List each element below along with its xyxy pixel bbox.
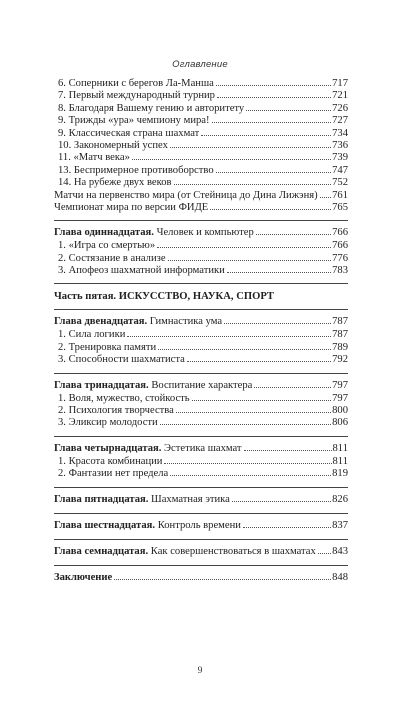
- entry-page: 819: [332, 468, 348, 480]
- chapter-page: 787: [332, 316, 348, 328]
- entry-text: Чемпионат мира по версии ФИДЕ: [54, 201, 209, 213]
- entry-page: 752: [332, 177, 348, 189]
- chapter-17-heading[interactable]: [54, 546, 348, 559]
- chapter-page: 811: [332, 442, 348, 454]
- entry-text: 9. Классическая страна шахмат: [58, 127, 200, 139]
- entry-text: 14. На рубеже двух веков: [58, 177, 172, 189]
- entry-text: 2. Состязание в анализе: [58, 252, 166, 264]
- entry-text: 11. «Матч века»: [58, 152, 130, 164]
- dot-leader: [244, 450, 332, 451]
- dot-leader: [164, 463, 331, 464]
- entry-page: 739: [332, 152, 348, 164]
- toc-entry[interactable]: [54, 417, 348, 429]
- dot-leader: [243, 527, 331, 528]
- entry-page: 734: [332, 127, 348, 139]
- entry-page: 765: [332, 201, 348, 213]
- conclusion-heading[interactable]: [54, 572, 348, 585]
- chapter-title: Эстетика шахмат: [164, 442, 242, 454]
- entry-page: 747: [332, 164, 348, 176]
- chapter-title: Как совершенствоваться в шахматах: [150, 545, 316, 557]
- chapter-title: Человек и компьютер: [156, 227, 254, 239]
- chapter-label: Глава шестнадцатая.: [54, 519, 156, 531]
- toc-entry[interactable]: [54, 140, 348, 152]
- entry-page: 806: [332, 417, 348, 429]
- chapter-15-heading[interactable]: [54, 494, 348, 507]
- chapter-label: Глава пятнадцатая.: [54, 493, 149, 505]
- table-of-contents: [54, 78, 348, 585]
- part-heading[interactable]: Часть пятая. ИСКУССТВО, НАУКА, СПОРТ: [54, 291, 274, 303]
- chapter-page: 843: [332, 545, 348, 557]
- toc-entry[interactable]: [54, 354, 348, 366]
- conclusion-label: Заключение: [54, 571, 113, 583]
- toc-entry[interactable]: [54, 190, 348, 202]
- chapter-16-heading[interactable]: [54, 520, 348, 533]
- conclusion-page: 848: [332, 571, 348, 583]
- dot-leader: [127, 336, 331, 337]
- entry-text: 3. Апофеоз шахматной информатики: [58, 265, 225, 277]
- dot-leader: [187, 361, 331, 362]
- entry-page: 776: [332, 252, 348, 264]
- chapter-label: Глава семнадцатая.: [54, 545, 149, 557]
- dot-leader: [174, 184, 332, 185]
- running-head: Оглавление: [172, 59, 228, 70]
- dot-leader: [216, 172, 331, 173]
- dot-leader: [176, 412, 331, 413]
- chapter-11: [54, 227, 348, 277]
- dot-leader: [201, 135, 331, 136]
- dot-leader: [114, 579, 331, 580]
- dot-leader: [158, 349, 331, 350]
- chapter-heading[interactable]: [54, 380, 348, 393]
- chapter-title: Шахматная этика: [151, 493, 230, 505]
- chapter-heading[interactable]: [54, 443, 348, 456]
- page-number: 9: [197, 666, 203, 676]
- toc-entry[interactable]: [54, 152, 348, 164]
- chapter-page: 766: [332, 227, 348, 239]
- dot-leader: [318, 553, 331, 554]
- dot-leader: [170, 475, 331, 476]
- chapter-12: [54, 316, 348, 366]
- chapter-13: [54, 380, 348, 430]
- entry-text: 1. Красота комбинации: [58, 455, 163, 467]
- toc-entry[interactable]: [54, 128, 348, 140]
- entry-page: 721: [332, 90, 348, 102]
- toc-entry[interactable]: [54, 329, 348, 341]
- dot-leader: [232, 501, 331, 502]
- chapter-page: 797: [332, 379, 348, 391]
- dot-leader: [320, 197, 331, 198]
- entry-page: 789: [332, 341, 348, 353]
- entry-page: 736: [332, 139, 348, 151]
- toc-entry[interactable]: [54, 468, 348, 480]
- chapter-label: Глава тринадцатая.: [54, 379, 149, 391]
- entry-page: 766: [332, 240, 348, 252]
- dot-leader: [254, 387, 331, 388]
- dot-leader: [246, 110, 331, 111]
- entry-page: 726: [332, 102, 348, 114]
- entry-text: 10. Закономерный успех: [58, 139, 168, 151]
- entry-page: 717: [332, 78, 348, 89]
- entry-page: 792: [332, 354, 348, 366]
- toc-entry[interactable]: [54, 177, 348, 189]
- toc-entry[interactable]: [54, 393, 348, 405]
- chapter-page: 826: [332, 493, 348, 505]
- entry-text: 9. Трижды «ура» чемпиону мира!: [58, 115, 210, 127]
- entry-text: 8. Благодаря Вашему гению и авторитету: [58, 102, 245, 114]
- entry-page: 811: [332, 455, 348, 467]
- entry-text: 3. Эликсир молодости: [58, 417, 158, 429]
- toc-entry[interactable]: [54, 103, 348, 115]
- entry-text: 7. Первый международный турнир: [58, 90, 215, 102]
- entry-text: 2. Психология творчества: [58, 405, 174, 417]
- chapter-page: 837: [332, 519, 348, 531]
- chapter-label: Глава двенадцатая.: [54, 316, 148, 328]
- entry-text: 3. Способности шахматиста: [58, 354, 185, 366]
- dot-leader: [160, 424, 331, 425]
- dot-leader: [157, 247, 331, 248]
- toc-entry[interactable]: [54, 78, 348, 90]
- chapter-heading[interactable]: [54, 316, 348, 329]
- entry-page: 727: [332, 115, 348, 127]
- entry-page: 761: [332, 189, 348, 201]
- entry-text: 1. Сила логики: [58, 329, 126, 341]
- entry-text: 1. Воля, мужество, стойкость: [58, 392, 190, 404]
- toc-entry[interactable]: [54, 90, 348, 102]
- toc-entry[interactable]: [54, 405, 348, 417]
- entry-text: 1. «Игра со смертью»: [58, 240, 156, 252]
- chapter-title: Контроль времени: [157, 519, 241, 531]
- entry-page: 787: [332, 329, 348, 341]
- toc-entry[interactable]: [54, 265, 348, 277]
- entry-text: 2. Фантазии нет предела: [58, 468, 169, 480]
- chapter-label: Глава четырнадцатая.: [54, 442, 162, 454]
- entry-page: 800: [332, 405, 348, 417]
- dot-leader: [168, 260, 332, 261]
- dot-leader: [170, 147, 331, 148]
- dot-leader: [192, 400, 331, 401]
- toc-entry[interactable]: [54, 115, 348, 127]
- toc-entry[interactable]: [54, 456, 348, 468]
- toc-entry[interactable]: [54, 342, 348, 354]
- toc-entry[interactable]: [54, 165, 348, 177]
- chapter-heading[interactable]: [54, 227, 348, 240]
- entry-page: 797: [332, 392, 348, 404]
- dot-leader: [212, 122, 332, 123]
- entry-text: 13. Беспримерное противоборство: [58, 164, 214, 176]
- chapter-title: Воспитание характера: [151, 379, 253, 391]
- entry-text: 6. Соперники с берегов Ла-Манша: [58, 78, 214, 89]
- dot-leader: [256, 234, 331, 235]
- toc-entry[interactable]: [54, 240, 348, 252]
- chapter-label: Глава одиннадцатая.: [54, 227, 154, 239]
- dot-leader: [227, 272, 331, 273]
- dot-leader: [216, 85, 331, 86]
- entry-page: 783: [332, 265, 348, 277]
- dot-leader: [224, 323, 331, 324]
- toc-entry[interactable]: [54, 202, 348, 214]
- dot-leader: [210, 209, 331, 210]
- chapter-title: Гимнастика ума: [149, 316, 223, 328]
- entry-text: 2. Тренировка памяти: [58, 341, 157, 353]
- toc-entry[interactable]: [54, 253, 348, 265]
- dot-leader: [132, 159, 331, 160]
- entry-text: Матчи на первенство мира (от Стейница до Дина Лижэня): [54, 189, 318, 201]
- chapter-14: [54, 443, 348, 481]
- dot-leader: [217, 97, 331, 98]
- toc-group-1: [54, 78, 348, 214]
